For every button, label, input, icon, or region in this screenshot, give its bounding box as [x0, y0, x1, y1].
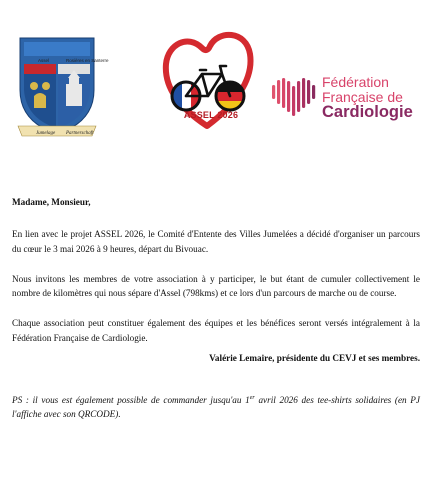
salutation: Madame, Monsieur,	[12, 197, 91, 207]
ps-superscript: er	[249, 394, 255, 401]
crest-ribbon-right: Partnerschaft	[66, 131, 94, 136]
paragraph-invitation: Nous invitons les membres de votre association à y participer, le but étant de cumuler collectivement le nombre de kilomètres qui nous sépare d'Assel (798kms) et ce lors d'un parcours de marche ou de course.	[12, 273, 420, 298]
ffc-heart-bars-icon	[272, 77, 320, 117]
assel-logo-caption: ASSEL 2026	[183, 110, 239, 120]
ffc-line-1: Fédération	[322, 74, 389, 90]
crest-shield-icon	[14, 30, 100, 142]
ffc-line-2: Française de	[322, 88, 403, 105]
crest-label-right: Rosières en Santerre	[66, 58, 109, 63]
logo-header	[0, 0, 434, 170]
twinning-crest-logo	[14, 30, 109, 142]
paragraph-announcement: En lien avec le projet ASSEL 2026, le Comité d'Entente des Villes Jumelées a décidé d'organiser un parcours du cœur le 3 mai 2026 à 9 heures, départ du Bivouac.	[12, 229, 420, 254]
letter-body	[12, 195, 420, 422]
ps-text-end: avril 2026 des tee-shirts solidaires (en PJ l'affiche avec son QRCODE).	[12, 395, 420, 420]
crest-label-left: Assel	[38, 58, 50, 63]
ps-text-start: PS : il vous est également possible de commander jusqu'au 1	[12, 395, 250, 405]
ffc-logo-text	[322, 75, 432, 121]
signature: Valérie Lemaire, présidente du CEVJ et ses membres.	[209, 352, 420, 363]
postscript	[12, 393, 420, 422]
ffc-line-3: Cardiologie	[322, 103, 413, 122]
paragraph-teams: Chaque association peut constituer également des équipes et les bénéfices seront versés intégralement à la Fédération Française de Cardiologie.	[12, 318, 420, 343]
crest-ribbon-left: Jumelage	[36, 131, 56, 136]
